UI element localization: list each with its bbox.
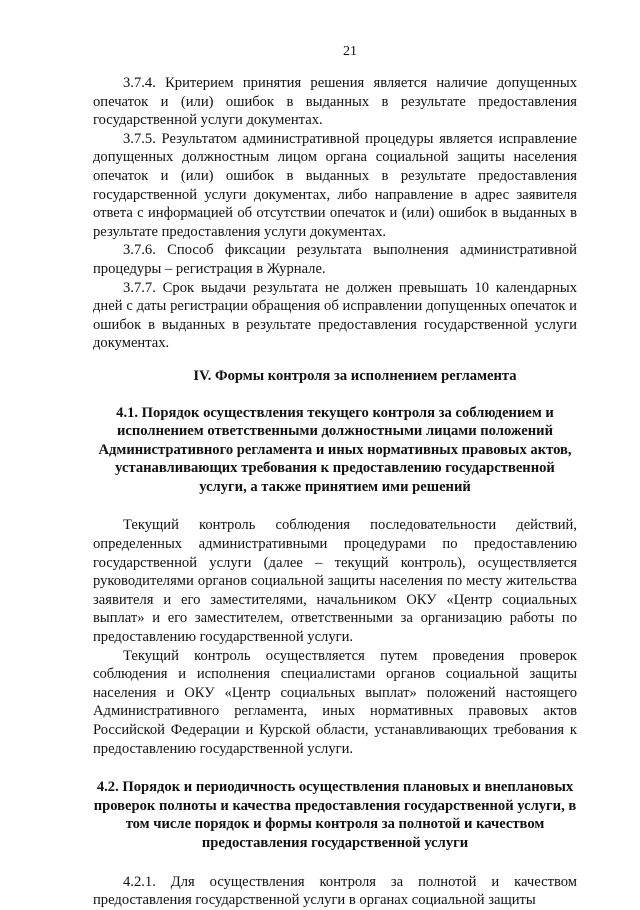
paragraph-3-7-7: 3.7.7. Срок выдачи результата не должен превышать 10 календарных дней с даты регистрации обращения об исправлении допущенных опечаток и ошибок в выданных в результате предоставления государственной услуги документах. <box>93 279 577 352</box>
paragraph-4-1-first: Текущий контроль соблюдения последовательности действий, определенных административными процедурами по предоставлению государственной услуги (далее – текущий контроль), осуществляется руководителями органов социальной защиты населения по месту жительства заявителя и его заместителями, начальником ОКУ «Центр социальных выплат» и его заместителем, ответственными за организацию работы по предоставлению государственной услуги. <box>93 517 577 646</box>
paragraph-3-7-6: 3.7.6. Способ фиксации результата выполнения административной процедуры – регистрация в Журнале. <box>93 242 577 277</box>
page-number: 21 <box>343 44 357 59</box>
section-iv-title: IV. Формы контроля за исполнением регламента <box>193 367 517 384</box>
paragraph-3-7-4: 3.7.4. Критерием принятия решения является наличие допущенных опечаток и (или) ошибок в выданных в результате предоставления государственной услуги документах. <box>93 75 577 129</box>
subsection-4-2-title: 4.2. Порядок и периодичность осуществления плановых и внеплановых проверок полноты и качества предоставления государственной услуги, в том числе порядок и формы контроля за полнотой и качеством предоставления государственной услуги <box>93 779 577 851</box>
paragraph-4-2-1: 4.2.1. Для осуществления контроля за полнотой и качеством предоставления государственной услуги в органах социальной защиты <box>93 873 577 909</box>
subsection-4-1-title: 4.1. Порядок осуществления текущего контроля за соблюдением и исполнением ответственными должностными лицами положений Административного регламента и иных нормативных правовых актов, устанавливающих требования к предоставлению государственной услуги, а также принятием ими решений <box>98 404 572 495</box>
paragraph-3-7-5: 3.7.5. Результатом административной процедуры является исправление допущенных должностным лицом органа социальной защиты населения опечаток и (или) ошибок в выданных в результате предоставления государственной услуги документах, либо направление в адрес заявителя ответа с информацией об отсутствии опечаток и (или) ошибок в выданных в результате предоставления услуги документах. <box>93 130 577 240</box>
paragraph-4-1-second: Текущий контроль осуществляется путем проведения проверок соблюдения и исполнения специалистами органов социальной защиты населения и ОКУ «Центр социальных выплат» положений настоящего Административного регламента, иных нормативных правовых актов Российской Федерации и Курской области, устанавливающих требования к предоставлению государственной услуги. <box>93 647 577 757</box>
